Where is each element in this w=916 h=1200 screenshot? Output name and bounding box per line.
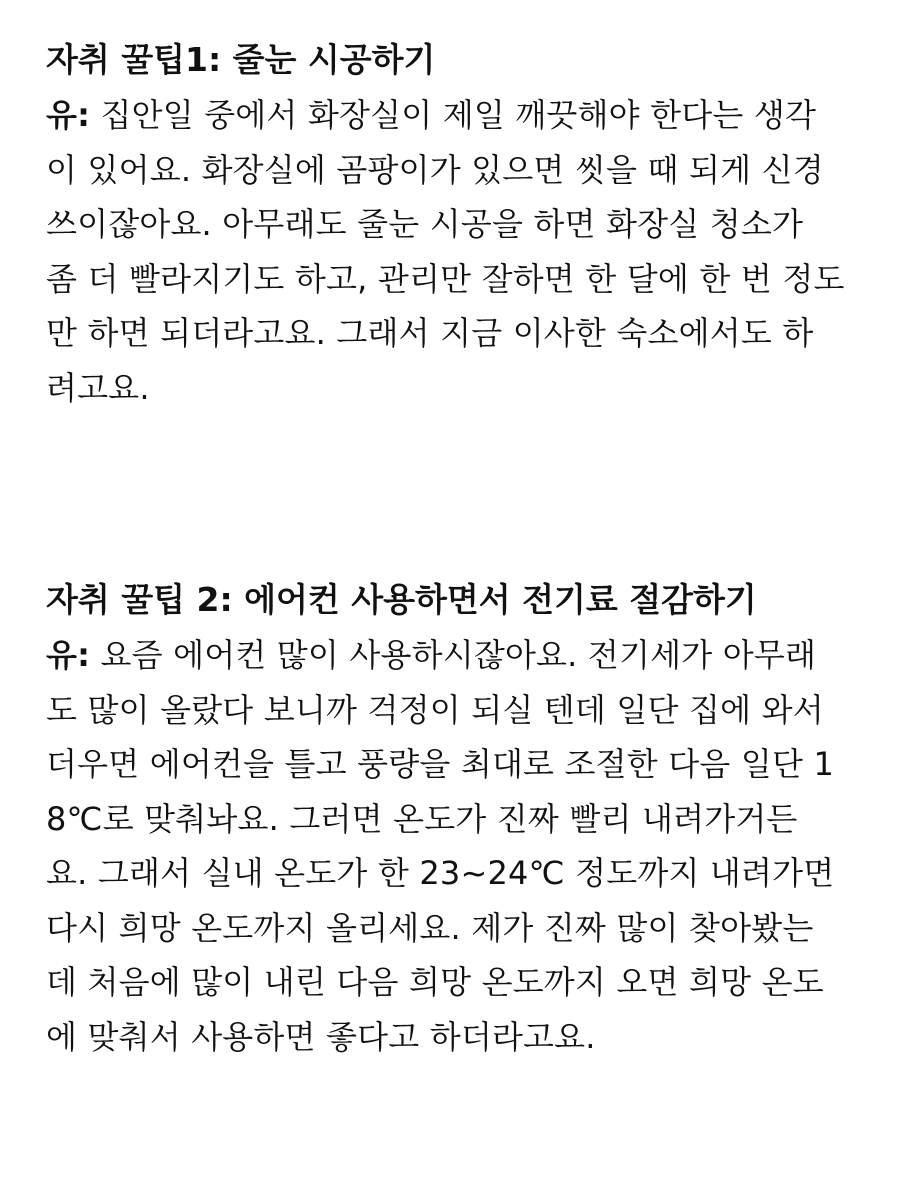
- tip-2-body: [46, 628, 876, 1064]
- tip-1-line-6: 려고요.: [46, 368, 150, 407]
- tip-1-body: [46, 88, 876, 415]
- tip-1-line-2: 이 있어요. 화장실에 곰팡이가 있으면 씻을 때 되게 신경: [46, 150, 824, 189]
- speaker-label: 유:: [46, 96, 91, 134]
- tip-2-line-6: 다시 희망 온도까지 올리세요. 제가 진짜 많이 찾아봤는: [46, 908, 814, 947]
- tip-1-line-4: 좀 더 빨라지기도 하고, 관리만 잘하면 한 달에 한 번 정도: [46, 259, 845, 298]
- tip-section-1: [46, 32, 876, 415]
- line-text: 집안일 중에서 화장실이 제일 깨끗해야 한다는 생각: [90, 96, 817, 134]
- tip-2-title: 자취 꿀팁 2: 에어컨 사용하면서 전기료 절감하기: [46, 580, 757, 619]
- tip-1-line-5: 만 하면 되더라고요. 그래서 지금 이사한 숙소에서도 하: [46, 314, 814, 352]
- tip-2-line-1: [46, 628, 876, 683]
- tip-2-line-4: 8℃로 맞춰놔요. 그러면 온도가 진짜 빨리 내려가거든: [46, 799, 798, 838]
- tip-2-line-7: 데 처음에 많이 내린 다음 희망 온도까지 오면 희망 온도: [46, 963, 824, 1001]
- tip-section-2: [46, 572, 876, 1064]
- line-text: 요즘 에어컨 많이 사용하시잖아요. 전기세가 아무래: [90, 636, 817, 674]
- tip-2-line-2: 도 많이 올랐다 보니까 걱정이 되실 텐데 일단 집에 와서: [46, 690, 824, 729]
- tip-2-line-3: 더우면 에어컨을 틀고 풍량을 최대로 조절한 다음 일단 1: [46, 745, 834, 783]
- speaker-label: 유:: [46, 636, 91, 674]
- tip-2-line-8: 에 맞춰서 사용하면 좋다고 하더라고요.: [46, 1017, 596, 1056]
- tip-2-line-5: 요. 그래서 실내 온도가 한 23~24℃ 정도까지 내려가면: [46, 854, 835, 892]
- tip-1-line-1: [46, 88, 876, 143]
- tip-1-title: 자취 꿀팁1: 줄눈 시공하기: [46, 40, 436, 79]
- tip-1-line-3: 쓰이잖아요. 아무래도 줄눈 시공을 하면 화장실 청소가: [46, 205, 804, 243]
